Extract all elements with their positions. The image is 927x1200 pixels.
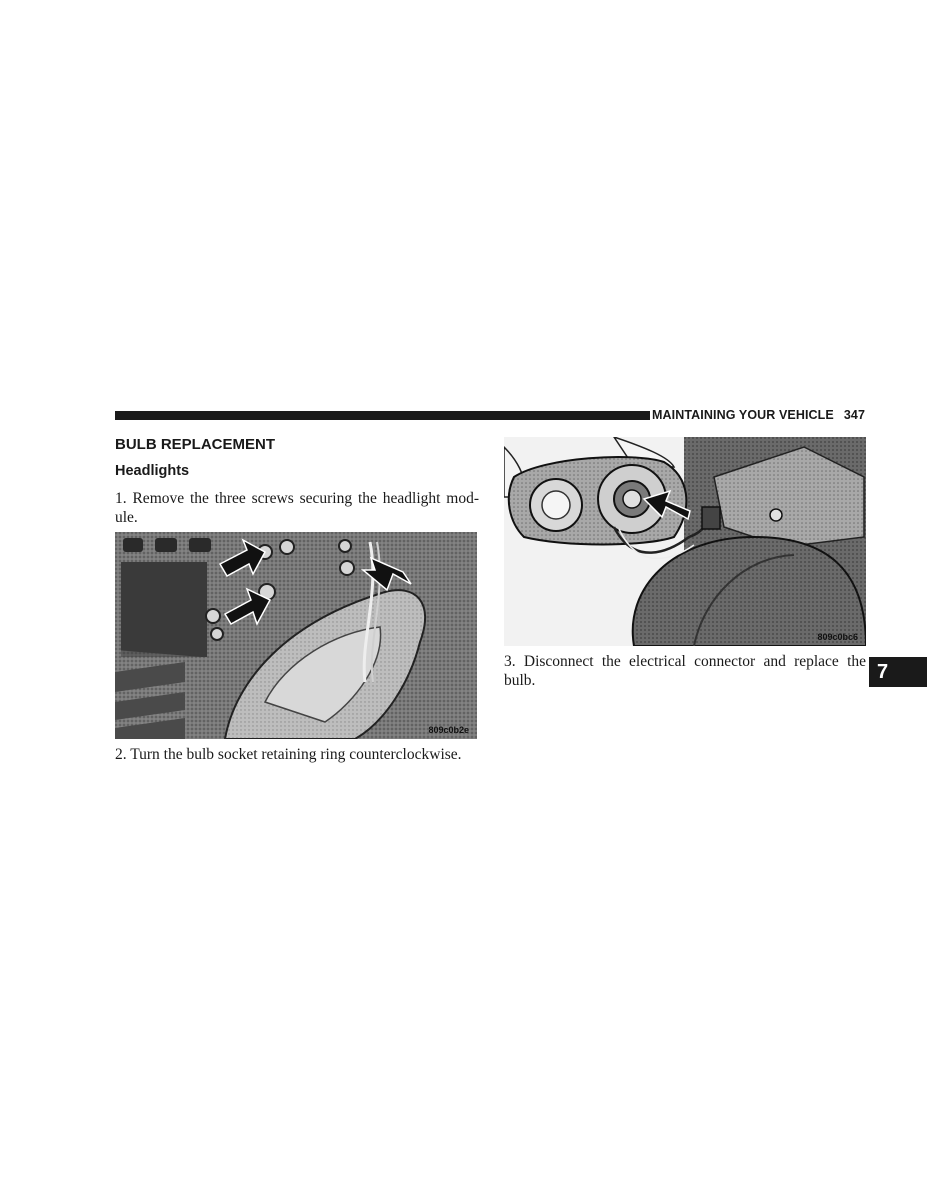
bulb-socket-illustration: [504, 437, 866, 646]
figure-bulb-socket: [504, 437, 866, 646]
page-number: 347: [843, 408, 865, 422]
figure-2-code: 809c0bc6: [817, 632, 858, 642]
header-section: MAINTAINING YOUR VEHICLE: [652, 408, 834, 422]
step-3-text: 3. Disconnect the electrical connector and replace the bulb.: [504, 653, 866, 689]
step-1-text: 1. Remove the three screws securing the headlight mod-ule.: [115, 490, 479, 526]
section-title: BULB REPLACEMENT: [115, 436, 275, 453]
figure-1-code: 809c0b2e: [428, 725, 469, 735]
figure-headlight-screws: [115, 532, 477, 739]
subsection-title: Headlights: [115, 463, 190, 479]
headlight-screws-illustration: [115, 532, 477, 739]
chapter-tab: 7: [869, 657, 927, 687]
header-rule: [115, 411, 650, 420]
running-header: [652, 408, 865, 422]
step-2-text: 2. Turn the bulb socket retaining ring counterclockwise.: [115, 746, 462, 763]
